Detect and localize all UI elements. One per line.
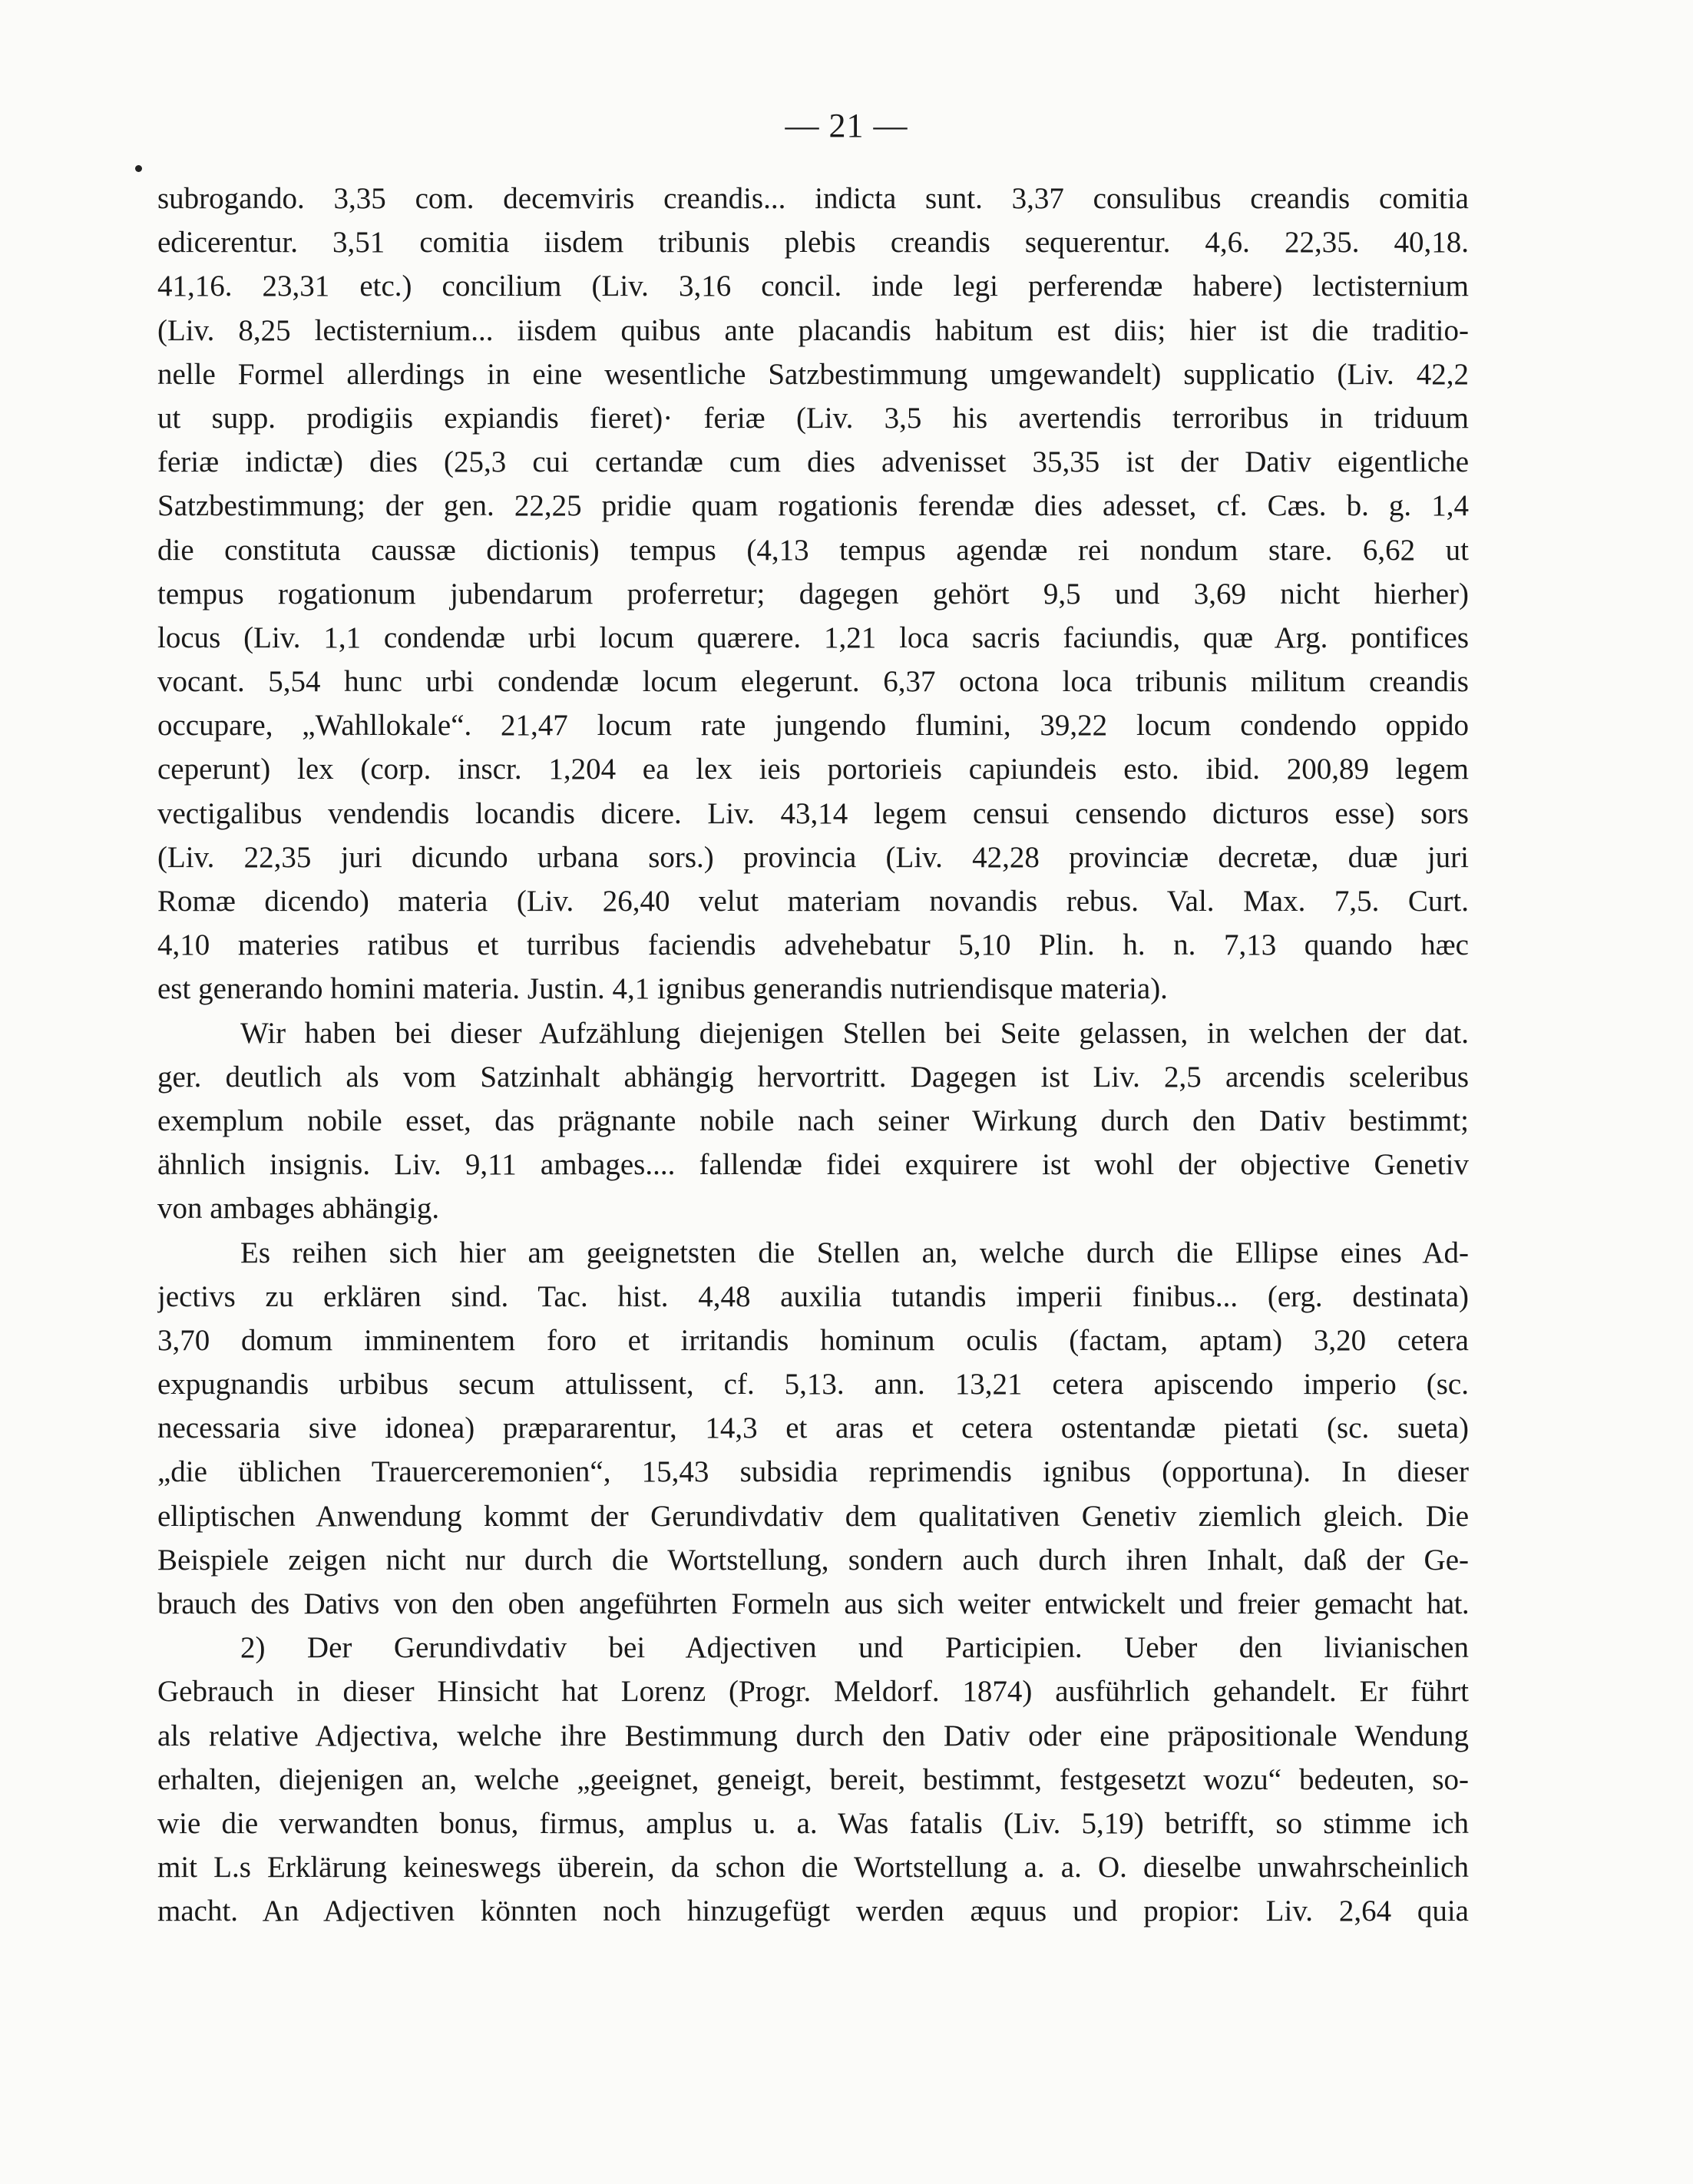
text-line: Es reihen sich hier am geeignetsten die Stellen an, welche durch die Ellipse eines Ad- <box>240 1236 1469 1269</box>
text-line: tempus rogationum jubendarum proferretur; dagegen gehört 9,5 und 3,69 nicht hierher) <box>157 577 1469 611</box>
text-line: Wir haben bei dieser Aufzählung diejenigen Stellen bei Seite gelassen, in welchen der dat. <box>240 1016 1469 1050</box>
text-line: (Liv. 22,35 juri dicundo urbana sors.) provincia (Liv. 42,28 provinciæ decretæ, duæ juri <box>157 840 1469 874</box>
text-line: „die üblichen Trauerceremonien“, 15,43 subsidia reprimendis ignibus (opportuna). In dieser <box>157 1455 1469 1489</box>
text-line: ut supp. prodigiis expiandis fieret)· feriæ (Liv. 3,5 his avertendis terroribus in triduum <box>157 401 1469 435</box>
text-line: mit L.s Erklärung keineswegs überein, da schon die Wortstellung a. a. O. dieselbe unwahrscheinlich <box>157 1851 1469 1885</box>
text-line: edicerentur. 3,51 comitia iisdem tribunis plebis creandis sequerentur. 4,6. 22,35. 40,18. <box>157 226 1469 260</box>
text-line: feriæ indictæ) dies (25,3 cui certandæ cum dies advenisset 35,35 ist der Dativ eigentliche <box>157 445 1469 479</box>
text-line: locus (Liv. 1,1 condendæ urbi locum quærere. 1,21 loca sacris faciundis, quæ Arg. pontifices <box>157 620 1469 654</box>
text-line: 2) Der Gerundivdativ bei Adjectiven und Participien. Ueber den livianischen <box>240 1631 1469 1665</box>
text-line: Satzbestimmung; der gen. 22,25 pridie quam rogationis ferendæ dies adesset, cf. Cæs. b. g. 1,4 <box>157 489 1469 523</box>
text-line: Romæ dicendo) materia (Liv. 26,40 velut materiam novandis rebus. Val. Max. 7,5. Curt. <box>157 885 1469 918</box>
text-line: expugnandis urbibus secum attulissent, cf. 5,13. ann. 13,21 cetera apiscendo imperio (sc. <box>157 1368 1469 1401</box>
body-text <box>157 177 1469 1934</box>
text-line: est generando homini materia. Justin. 4,1 ignibus generandis nutriendisque materia). <box>157 972 1168 1006</box>
text-line: ceperunt) lex (corp. inscr. 1,204 ea lex ieis portorieis capiundeis esto. ibid. 200,89 legem <box>157 753 1469 786</box>
text-line: (Liv. 8,25 lectisternium... iisdem quibus ante placandis habitum est diis; hier ist die traditio- <box>157 313 1469 347</box>
text-line: die constituta caussæ dictionis) tempus (4,13 tempus agendæ rei nondum stare. 6,62 ut <box>157 533 1469 567</box>
text-line: 3,70 domum imminentem foro et irritandis hominum oculis (factam, aptam) 3,20 cetera <box>157 1323 1469 1357</box>
text-line: Gebrauch in dieser Hinsicht hat Lorenz (Progr. Meldorf. 1874) ausführlich gehandelt. Er führt <box>157 1675 1469 1709</box>
text-line: ger. deutlich als vom Satzinhalt abhängig hervortritt. Dagegen ist Liv. 2,5 arcendis sceleribus <box>157 1060 1469 1094</box>
text-line: 41,16. 23,31 etc.) concilium (Liv. 3,16 concil. inde legi perferendæ habere) lectisternium <box>157 270 1469 303</box>
text-line: brauch des Dativs von den oben angeführten Formeln aus sich weiter entwickelt und freier gemacht hat. <box>157 1587 1469 1620</box>
text-line: wie die verwandten bonus, firmus, amplus u. a. Was fatalis (Liv. 5,19) betrifft, so stimme ich <box>157 1806 1469 1840</box>
text-line: Beispiele zeigen nicht nur durch die Wortstellung, sondern auch durch ihren Inhalt, daß der Ge- <box>157 1543 1469 1577</box>
text-line: jectivs zu erklären sind. Tac. hist. 4,48 auxilia tutandis imperii finibus... (erg. destinata) <box>157 1279 1469 1313</box>
text-line: 4,10 materies ratibus et turribus faciendis advehebatur 5,10 Plin. h. n. 7,13 quando hæc <box>157 928 1469 962</box>
margin-mark <box>135 165 142 172</box>
text-line: subrogando. 3,35 com. decemviris creandis... indicta sunt. 3,37 consulibus creandis comitia <box>157 182 1469 215</box>
text-line: als relative Adjectiva, welche ihre Bestimmung durch den Dativ oder eine präpositionale Wendung <box>157 1719 1469 1752</box>
text-line: occupare, „Wahllokale“. 21,47 locum rate jungendo flumini, 39,22 locum condendo oppido <box>157 709 1469 743</box>
text-line: macht. An Adjectiven könnten noch hinzugefügt werden æquus und propior: Liv. 2,64 quia <box>157 1894 1469 1928</box>
text-line: exemplum nobile esset, das prägnante nobile nach seiner Wirkung durch den Dativ bestimmt; <box>157 1104 1469 1137</box>
text-line: nelle Formel allerdings in eine wesentliche Satzbestimmung umgewandelt) supplicatio (Liv. 42,2 <box>157 357 1469 391</box>
text-line: vocant. 5,54 hunc urbi condendæ locum elegerunt. 6,37 octona loca tribunis militum creandis <box>157 665 1469 699</box>
text-line: necessaria sive idonea) præpararentur, 14,3 et aras et cetera ostentandæ pietati (sc. sueta) <box>157 1411 1469 1445</box>
text-line: erhalten, diejenigen an, welche „geeignet, geneigt, bereit, bestimmt, festgesetzt wozu“ bedeuten, so- <box>157 1762 1469 1796</box>
text-line: von ambages abhängig. <box>157 1192 440 1226</box>
text-line: ähnlich insignis. Liv. 9,11 ambages.... fallendæ fidei exquirere ist wohl der objective Genetiv <box>157 1148 1469 1182</box>
text-line: elliptischen Anwendung kommt der Gerundivdativ dem qualitativen Genetiv ziemlich gleich. Die <box>157 1499 1469 1533</box>
page-number: — 21 — <box>785 107 908 144</box>
text-line: vectigalibus vendendis locandis dicere. Liv. 43,14 legem censui censendo dicturos esse) sors <box>157 796 1469 830</box>
